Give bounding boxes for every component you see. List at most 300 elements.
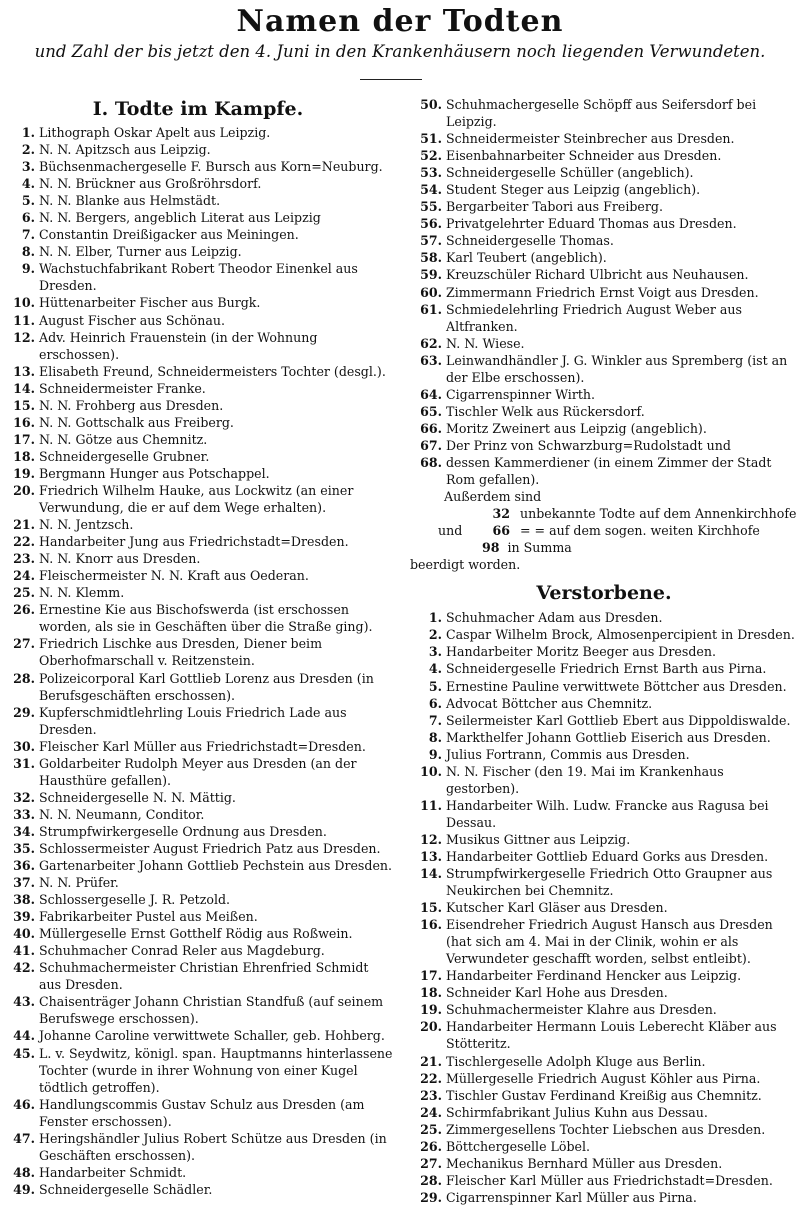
- list-item: [3, 874, 393, 891]
- list-item: [3, 226, 393, 243]
- item-number: 60.: [420, 284, 442, 300]
- item-number: 28.: [420, 1172, 442, 1188]
- item-text: Seilermeister Karl Gottlieb Ebert aus Dippoldiswalde.: [446, 712, 791, 728]
- list-item: [3, 397, 393, 414]
- item-text: Schneidergeselle Grubner.: [39, 448, 210, 464]
- fallen-list-part-1: [3, 124, 393, 1198]
- item-number: 21.: [13, 517, 35, 533]
- summary-row-weiter-kirchhof: [410, 522, 798, 539]
- list-item: [3, 414, 393, 431]
- list-item: [410, 1070, 798, 1087]
- item-number: 1.: [21, 125, 35, 140]
- item-text: Kutscher Karl Gläser aus Dresden.: [446, 900, 668, 916]
- list-item: [3, 363, 393, 380]
- item-number: 68.: [420, 454, 442, 470]
- list-item: [410, 1001, 798, 1018]
- item-text: N. N. Brückner aus Großröhrsdorf.: [39, 176, 262, 192]
- item-text: N. N. Wiese.: [446, 335, 525, 351]
- item-number: 22.: [420, 1070, 442, 1086]
- list-item: [410, 865, 798, 899]
- item-number: 8.: [21, 244, 35, 260]
- item-number: 45.: [13, 1045, 35, 1061]
- item-number: 4.: [428, 661, 442, 677]
- list-item: [410, 386, 798, 403]
- item-text: N. N. Apitzsch aus Leipzig.: [39, 142, 211, 158]
- item-text: N. N. Blanke aus Helmstädt.: [39, 193, 221, 209]
- item-text: N. N. Neumann, Conditor.: [39, 806, 205, 822]
- item-text: Cigarrenspinner Wirth.: [446, 386, 596, 402]
- item-number: 39.: [13, 909, 35, 925]
- list-item: [410, 1121, 798, 1138]
- item-text: Lithograph Oskar Apelt aus Leipzig.: [39, 125, 271, 140]
- item-text: Schmiedelehrling Friedrich August Weber aus Altfranken.: [446, 301, 742, 334]
- list-item: [3, 192, 393, 209]
- item-text: Schlossermeister August Friedrich Patz aus Dresden.: [39, 840, 381, 856]
- item-text: Constantin Dreißigacker aus Meiningen.: [39, 227, 299, 243]
- item-text: Heringshändler Julius Robert Schütze aus Dresden (in Geschäften erschossen).: [39, 1130, 387, 1163]
- item-text: Strumpfwirkergeselle Friedrich Otto Graupner aus Neukirchen bei Chemnitz.: [446, 866, 773, 899]
- item-number: 33.: [13, 806, 35, 822]
- item-number: 1.: [428, 610, 442, 626]
- item-number: 42.: [13, 960, 35, 976]
- list-item: [410, 147, 798, 164]
- list-item: [3, 1027, 393, 1044]
- item-text: Handarbeiter Ferdinand Hencker aus Leipzig.: [446, 968, 742, 984]
- page-subtitle: und Zahl der bis jetzt den 4. Juni in den Krankenhäusern noch liegenden Verwundeten.: [34, 42, 766, 61]
- list-item: [3, 601, 393, 635]
- item-text: Schneidermeister Steinbrecher aus Dresden.: [446, 131, 735, 147]
- item-number: 66.: [420, 420, 442, 436]
- list-item: [3, 1045, 393, 1096]
- list-item: [3, 806, 393, 823]
- item-number: 15.: [420, 900, 442, 916]
- item-number: 11.: [420, 797, 442, 813]
- list-item: [410, 626, 798, 643]
- list-item: [3, 993, 393, 1027]
- item-text: Gartenarbeiter Johann Gottlieb Pechstein aus Dresden.: [39, 858, 393, 874]
- item-number: 17.: [420, 968, 442, 984]
- list-item: [410, 403, 798, 420]
- list-item: [410, 266, 798, 283]
- list-item: [410, 984, 798, 1001]
- summary-total-label: in Summa: [507, 540, 572, 556]
- item-number: 32.: [13, 789, 35, 805]
- summary-total: [410, 539, 798, 556]
- item-number: 55.: [420, 199, 442, 215]
- list-item: [3, 789, 393, 806]
- item-text: Mechanikus Bernhard Müller aus Dresden.: [446, 1155, 723, 1171]
- list-item: [410, 695, 798, 712]
- list-item: [410, 164, 798, 181]
- item-text: Chaisenträger Johann Christian Standfuß (auf seinem Berufswege erschossen).: [39, 994, 384, 1027]
- item-number: 56.: [420, 216, 442, 232]
- item-number: 41.: [13, 943, 35, 959]
- item-number: 11.: [13, 312, 35, 328]
- item-text: Musikus Gittner aus Leipzig.: [446, 831, 631, 847]
- list-item: [3, 891, 393, 908]
- item-number: 19.: [420, 1002, 442, 1018]
- fallen-list-part-2: [410, 96, 798, 488]
- item-number: 12.: [13, 329, 35, 345]
- item-text: Schirmfabrikant Julius Kuhn aus Dessau.: [446, 1104, 708, 1120]
- list-item: [410, 215, 798, 232]
- list-item: [410, 96, 798, 130]
- right-column: [410, 96, 798, 1206]
- item-number: 44.: [13, 1028, 35, 1044]
- list-item: [410, 678, 798, 695]
- item-text: Der Prinz von Schwarzburg=Rudolstadt und: [446, 437, 731, 453]
- list-item: [3, 465, 393, 482]
- list-item: [3, 857, 393, 874]
- item-number: 6.: [21, 210, 35, 226]
- list-item: [3, 243, 393, 260]
- list-item: [410, 660, 798, 677]
- item-number: 52.: [420, 148, 442, 164]
- item-number: 35.: [13, 840, 35, 856]
- list-item: [410, 1018, 798, 1052]
- item-number: 49.: [13, 1181, 35, 1197]
- item-text: Handarbeiter Moritz Beeger aus Dresden.: [446, 644, 716, 660]
- summary-prefix: und: [438, 523, 463, 539]
- item-text: N. N. Frohberg aus Dresden.: [39, 397, 224, 413]
- item-number: 4.: [21, 176, 35, 192]
- item-number: 5.: [21, 193, 35, 209]
- item-number: 25.: [13, 585, 35, 601]
- item-number: 7.: [21, 227, 35, 243]
- list-item: [410, 249, 798, 266]
- item-text: Privatgelehrter Eduard Thomas aus Dresden.: [446, 216, 737, 232]
- list-item: [3, 329, 393, 363]
- item-number: 27.: [13, 636, 35, 652]
- item-number: 53.: [420, 165, 442, 181]
- item-text: Tischler Welk aus Rückersdorf.: [446, 403, 645, 419]
- item-text: Schuhmachermeister Klahre aus Dresden.: [446, 1002, 717, 1018]
- item-text: N. N. Gottschalk aus Freiberg.: [39, 414, 234, 430]
- list-item: [410, 609, 798, 626]
- list-item: [410, 352, 798, 386]
- item-number: 9.: [21, 261, 35, 277]
- item-number: 59.: [420, 267, 442, 283]
- summary-count: 32: [492, 506, 510, 522]
- item-number: 22.: [13, 534, 35, 550]
- item-number: 25.: [420, 1121, 442, 1137]
- item-number: 10.: [13, 295, 35, 311]
- list-item: [410, 198, 798, 215]
- item-text: N. N. Götze aus Chemnitz.: [39, 431, 208, 447]
- item-text: Friedrich Wilhelm Hauke, aus Lockwitz (an einer Verwundung, die er auf dem Wege erhalten).: [39, 482, 354, 516]
- item-number: 51.: [420, 131, 442, 147]
- list-item: [3, 1096, 393, 1130]
- item-text: Eisenbahnarbeiter Schneider aus Dresden.: [446, 148, 722, 164]
- item-text: Elisabeth Freund, Schneidermeisters Tochter (desgl.).: [39, 363, 386, 379]
- item-number: 20.: [13, 482, 35, 498]
- item-number: 18.: [13, 448, 35, 464]
- item-text: Kreuzschüler Richard Ulbricht aus Neuhausen.: [446, 267, 749, 283]
- list-item: [3, 482, 393, 516]
- item-text: Schneidergeselle Schüller (angeblich).: [446, 165, 694, 181]
- list-item: [410, 763, 798, 797]
- item-number: 7.: [428, 712, 442, 728]
- summary-total-count: 98: [482, 540, 500, 556]
- item-number: 2.: [21, 142, 35, 158]
- item-text: Schuhmacher Adam aus Dresden.: [446, 610, 663, 626]
- list-item: [410, 1138, 798, 1155]
- summary-text: = = auf dem sogen. weiten Kirchhofe: [520, 523, 760, 539]
- item-text: N. N. Fischer (den 19. Mai im Krankenhaus gestorben).: [446, 763, 724, 796]
- item-text: Schlossergeselle J. R. Petzold.: [39, 892, 231, 908]
- item-number: 16.: [420, 917, 442, 933]
- item-number: 65.: [420, 403, 442, 419]
- item-number: 28.: [13, 670, 35, 686]
- item-text: Müllergeselle Friedrich August Köhler aus Pirna.: [446, 1070, 761, 1086]
- item-number: 17.: [13, 431, 35, 447]
- list-item: [3, 312, 393, 329]
- item-text: Ernestine Pauline verwittwete Böttcher aus Dresden.: [446, 678, 787, 694]
- item-text: Markthelfer Johann Gottlieb Eiserich aus Dresden.: [446, 729, 771, 745]
- item-number: 54.: [420, 182, 442, 198]
- item-number: 16.: [13, 414, 35, 430]
- item-number: 15.: [13, 397, 35, 413]
- list-item: [3, 959, 393, 993]
- list-item: [410, 1155, 798, 1172]
- item-text: Handarbeiter Wilh. Ludw. Francke aus Ragusa bei Dessau.: [446, 797, 769, 830]
- item-number: 6.: [428, 695, 442, 711]
- section-heading-deceased: Verstorbene.: [536, 582, 672, 605]
- list-item: [3, 533, 393, 550]
- item-number: 29.: [13, 704, 35, 720]
- item-text: Schneidergeselle N. N. Mättig.: [39, 789, 236, 805]
- item-text: Karl Teubert (angeblich).: [446, 250, 607, 266]
- list-item: [410, 848, 798, 865]
- item-text: Tischler Gustav Ferdinand Kreißig aus Chemnitz.: [446, 1087, 762, 1103]
- item-text: Handarbeiter Gottlieb Eduard Gorks aus Dresden.: [446, 848, 769, 864]
- item-text: Schneidergeselle Schädler.: [39, 1181, 213, 1197]
- item-text: N. N. Klemm.: [39, 585, 125, 601]
- item-text: Goldarbeiter Rudolph Meyer aus Dresden (an der Hausthüre gefallen).: [39, 755, 357, 788]
- item-text: N. N. Elber, Turner aus Leipzig.: [39, 244, 242, 260]
- item-number: 34.: [13, 823, 35, 839]
- item-number: 26.: [420, 1138, 442, 1154]
- item-text: Caspar Wilhelm Brock, Almosenpercipient in Dresden.: [446, 627, 795, 643]
- item-text: Schuhmachergeselle Schöpff aus Seifersdorf bei Leipzig.: [446, 97, 757, 130]
- list-item: [410, 420, 798, 437]
- item-number: 46.: [13, 1096, 35, 1112]
- list-item: [410, 729, 798, 746]
- summary-intro: Außerdem sind: [444, 489, 542, 505]
- item-number: 3.: [21, 159, 35, 175]
- item-number: 24.: [13, 568, 35, 584]
- list-item: [410, 181, 798, 198]
- item-text: Böttchergeselle Löbel.: [446, 1138, 591, 1154]
- item-number: 47.: [13, 1130, 35, 1146]
- list-item: [3, 738, 393, 755]
- list-item: [410, 335, 798, 352]
- item-text: Cigarrenspinner Karl Müller aus Pirna.: [446, 1189, 697, 1205]
- list-item: [3, 1130, 393, 1164]
- item-number: 23.: [13, 551, 35, 567]
- list-item: [410, 831, 798, 848]
- item-text: Schneidermeister Franke.: [39, 380, 206, 396]
- item-text: Handlungscommis Gustav Schulz aus Dresden (am Fenster erschossen).: [39, 1096, 365, 1129]
- list-item: [410, 1087, 798, 1104]
- list-item: [3, 380, 393, 397]
- item-text: Büchsenmachergeselle F. Bursch aus Korn=Neuburg.: [39, 159, 383, 175]
- list-item: [3, 584, 393, 601]
- item-text: Fabrikarbeiter Pustel aus Meißen.: [39, 909, 258, 925]
- item-text: Student Steger aus Leipzig (angeblich).: [446, 182, 701, 198]
- list-item: [410, 1189, 798, 1206]
- list-item: [3, 840, 393, 857]
- item-number: 67.: [420, 437, 442, 453]
- item-number: 57.: [420, 233, 442, 249]
- list-item: [410, 454, 798, 488]
- item-number: 61.: [420, 301, 442, 317]
- list-item: [410, 1172, 798, 1189]
- item-text: N. N. Bergers, angeblich Literat aus Leipzig: [39, 210, 321, 226]
- item-text: Schneidergeselle Friedrich Ernst Barth aus Pirna.: [446, 661, 767, 677]
- list-item: [3, 431, 393, 448]
- item-number: 30.: [13, 738, 35, 754]
- item-text: Adv. Heinrich Frauenstein (in der Wohnung erschossen).: [39, 329, 318, 362]
- item-text: Müllergeselle Ernst Gotthelf Rödig aus Roßwein.: [39, 926, 353, 942]
- item-text: Handarbeiter Jung aus Friedrichstadt=Dresden.: [39, 534, 349, 550]
- item-number: 2.: [428, 627, 442, 643]
- item-text: Leinwandhändler J. G. Winkler aus Spremberg (ist an der Elbe erschossen).: [446, 352, 788, 385]
- item-text: Schuhmacher Conrad Reler aus Magdeburg.: [39, 943, 325, 959]
- list-item: [3, 448, 393, 465]
- item-number: 38.: [13, 892, 35, 908]
- item-number: 8.: [428, 729, 442, 745]
- item-text: Polizeicorporal Karl Gottlieb Lorenz aus Dresden (in Berufsgeschäften erschossen).: [39, 670, 374, 703]
- item-text: L. v. Seydwitz, königl. span. Hauptmanns hinterlassene Tochter (wurde in ihrer Wohnung von einer Kugel tödtlich getroffen).: [39, 1045, 393, 1095]
- item-number: 9.: [428, 746, 442, 762]
- item-number: 10.: [420, 763, 442, 779]
- list-item: [410, 643, 798, 660]
- item-text: Hüttenarbeiter Fischer aus Burgk.: [39, 295, 261, 311]
- summary-row-annenkirchhof: [410, 505, 798, 522]
- list-item: [3, 755, 393, 789]
- list-item: [3, 294, 393, 311]
- item-text: Fleischer Karl Müller aus Friedrichstadt=Dresden.: [446, 1172, 773, 1188]
- item-text: Fleischermeister N. N. Kraft aus Oederan.: [39, 568, 309, 584]
- item-text: Moritz Zweinert aus Leipzig (angeblich).: [446, 420, 707, 436]
- item-text: Handarbeiter Hermann Louis Leberecht Kläber aus Stötteritz.: [446, 1019, 777, 1052]
- left-column: [3, 96, 393, 1198]
- list-item: [410, 797, 798, 831]
- item-text: Tischlergeselle Adolph Kluge aus Berlin.: [446, 1053, 706, 1069]
- item-number: 21.: [420, 1053, 442, 1069]
- list-item: [410, 916, 798, 967]
- item-text: Ernestine Kie aus Bischofswerda (ist erschossen worden, als sie in Geschäften über die Straße ging).: [39, 602, 373, 635]
- item-number: 58.: [420, 250, 442, 266]
- item-number: 48.: [13, 1164, 35, 1180]
- list-item: [410, 1104, 798, 1121]
- list-item: [3, 942, 393, 959]
- item-text: Handarbeiter Schmidt.: [39, 1164, 187, 1180]
- item-number: 29.: [420, 1189, 442, 1205]
- item-text: Eisendreher Friedrich August Hansch aus Dresden (hat sich am 4. Mai in der Clinik, wohin er als Verwundeter geschafft worden, selbst entleibt).: [446, 917, 773, 967]
- item-text: Schneider Karl Hohe aus Dresden.: [446, 985, 668, 1001]
- list-item: [410, 437, 798, 454]
- item-number: 63.: [420, 352, 442, 368]
- item-text: Bergarbeiter Tabori aus Freiberg.: [446, 199, 663, 215]
- list-item: [3, 1181, 393, 1198]
- list-item: [410, 301, 798, 335]
- list-item: [410, 284, 798, 301]
- item-text: N. N. Prüfer.: [39, 875, 119, 891]
- list-item: [3, 670, 393, 704]
- item-number: 26.: [13, 602, 35, 618]
- item-text: Schuhmachermeister Christian Ehrenfried Schmidt aus Dresden.: [39, 960, 369, 993]
- list-item: [3, 567, 393, 584]
- list-item: [3, 141, 393, 158]
- list-item: [3, 209, 393, 226]
- item-text: Advocat Böttcher aus Chemnitz.: [446, 695, 653, 711]
- list-item: [3, 823, 393, 840]
- list-item: [410, 746, 798, 763]
- item-number: 5.: [428, 678, 442, 694]
- list-item: [3, 124, 393, 141]
- item-number: 14.: [13, 380, 35, 396]
- item-text: Fleischer Karl Müller aus Friedrichstadt=Dresden.: [39, 738, 366, 754]
- summary-text: unbekannte Todte auf dem Annenkirchhofe: [520, 506, 797, 522]
- item-number: 18.: [420, 985, 442, 1001]
- item-text: Kupferschmidtlehrling Louis Friedrich Lade aus Dresden.: [39, 704, 347, 737]
- list-item: [410, 1053, 798, 1070]
- list-item: [410, 967, 798, 984]
- item-text: Johanne Caroline verwittwete Schaller, geb. Hohberg.: [39, 1028, 385, 1044]
- item-number: 37.: [13, 875, 35, 891]
- item-text: Julius Fortrann, Commis aus Dresden.: [446, 746, 690, 762]
- item-number: 13.: [420, 848, 442, 864]
- item-text: dessen Kammerdiener (in einem Zimmer der Stadt Rom gefallen).: [446, 454, 772, 488]
- item-text: Zimmermann Friedrich Ernst Voigt aus Dresden.: [446, 284, 759, 300]
- item-number: 19.: [13, 465, 35, 481]
- list-item: [3, 158, 393, 175]
- item-text: Friedrich Lischke aus Dresden, Diener beim Oberhofmarschall v. Reitzenstein.: [39, 636, 323, 669]
- item-number: 23.: [420, 1087, 442, 1103]
- item-text: N. N. Jentzsch.: [39, 517, 134, 533]
- item-number: 3.: [428, 644, 442, 660]
- item-number: 40.: [13, 926, 35, 942]
- page-title: Namen der Todten: [236, 4, 564, 39]
- item-text: Schneidergeselle Thomas.: [446, 233, 614, 249]
- item-number: 31.: [13, 755, 35, 771]
- item-number: 13.: [13, 363, 35, 379]
- list-item: [410, 232, 798, 249]
- list-item: [3, 260, 393, 294]
- item-text: Zimmergesellens Tochter Liebschen aus Dresden.: [446, 1121, 766, 1137]
- item-number: 20.: [420, 1019, 442, 1035]
- item-number: 64.: [420, 386, 442, 402]
- list-item: [3, 516, 393, 533]
- item-number: 14.: [420, 866, 442, 882]
- item-number: 62.: [420, 335, 442, 351]
- item-text: Bergmann Hunger aus Potschappel.: [39, 465, 270, 481]
- list-item: [3, 635, 393, 669]
- list-item: [3, 704, 393, 738]
- deceased-list: [410, 609, 798, 1206]
- item-number: 50.: [420, 97, 442, 112]
- title-divider: [360, 79, 422, 80]
- item-number: 27.: [420, 1155, 442, 1171]
- list-item: [410, 130, 798, 147]
- list-item: [3, 1164, 393, 1181]
- list-item: [3, 925, 393, 942]
- section-heading-fallen: I. Todte im Kampfe.: [92, 98, 304, 120]
- list-item: [410, 899, 798, 916]
- list-item: [3, 550, 393, 567]
